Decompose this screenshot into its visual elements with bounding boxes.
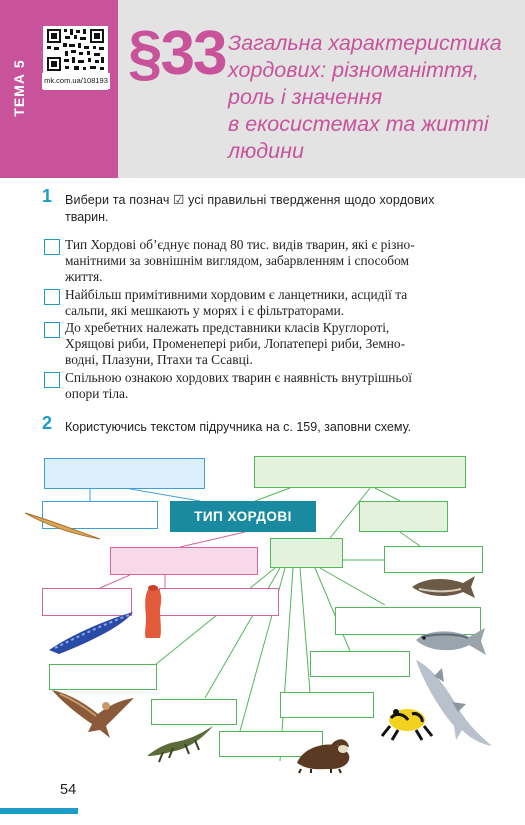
scheme-box-group[interactable]	[359, 501, 448, 532]
scheme-box-class[interactable]	[280, 692, 374, 718]
title-line: хордових: різноманіття,	[228, 58, 479, 82]
title-line: людини	[228, 139, 304, 163]
ascidian-icon	[140, 583, 168, 641]
page-number: 54	[60, 782, 77, 798]
mustelid-icon	[291, 729, 355, 775]
statement-checkbox[interactable]	[44, 372, 60, 388]
paragraph-number: §33	[128, 19, 226, 88]
statement-text: Тип Хордові об’єднує понад 80 тис. видів тварин, які є різно- манітними за зовнішнім виглядом, забарвленням і способом життя.	[65, 237, 415, 284]
statement-text: До хребетних належать представники класів Круглороті, Хрящові риби, Променепері риби, Лопатепері риби, Земно- водні, Плазуни, Птахи та Ссавці.	[65, 320, 406, 367]
lizard-icon	[141, 718, 219, 766]
statement-text: Спільною ознакою хордових тварин є наявність внутрішньої опори тіла.	[65, 370, 412, 401]
theme-label: ТЕМА 5	[11, 59, 27, 117]
sturgeon-icon	[409, 570, 477, 604]
scheme-box-class[interactable]	[310, 651, 410, 677]
title-line: Загальна характеристика	[228, 31, 502, 55]
lancelet-icon	[22, 505, 104, 545]
statement-text: Найбільш примітивними хордовим є ланцетники, асцидії та сальпи, які мешкають у морях і є фільтраторами.	[65, 287, 408, 318]
scheme-box-subtype[interactable]	[110, 547, 258, 575]
task2-number: 2	[42, 413, 53, 433]
statement-checkbox[interactable]	[44, 322, 60, 338]
footer-bar	[0, 808, 78, 814]
page-title	[228, 30, 503, 165]
fish-icon	[413, 624, 489, 660]
scheme-center-phylum: ТИП ХОРДОВІ	[170, 501, 316, 532]
title-line: в екосистемах та житті	[228, 112, 489, 136]
scheme-box-subtype[interactable]	[44, 458, 205, 489]
scheme-box-group[interactable]	[270, 538, 343, 568]
scheme-box-subtype[interactable]	[254, 456, 466, 488]
task1-instruction: Вибери та познач ☑ усі правильні твердження щодо хордових тварин.	[65, 193, 435, 224]
task1-number: 1	[42, 186, 53, 206]
scheme-box-class[interactable]	[384, 546, 483, 573]
qr-url[interactable]: mk.com.ua/108193	[42, 73, 110, 89]
statement-checkbox[interactable]	[44, 239, 60, 255]
statement-checkbox[interactable]	[44, 289, 60, 305]
bird-of-prey-icon	[46, 680, 138, 742]
hagfish-icon	[45, 606, 137, 654]
frog-icon	[378, 700, 436, 742]
task2-instruction: Користуючись текстом підручника на с. 159, заповни схему.	[65, 420, 412, 434]
title-line: роль і значення	[228, 85, 383, 109]
scheme-box-pink-class[interactable]	[159, 588, 279, 616]
